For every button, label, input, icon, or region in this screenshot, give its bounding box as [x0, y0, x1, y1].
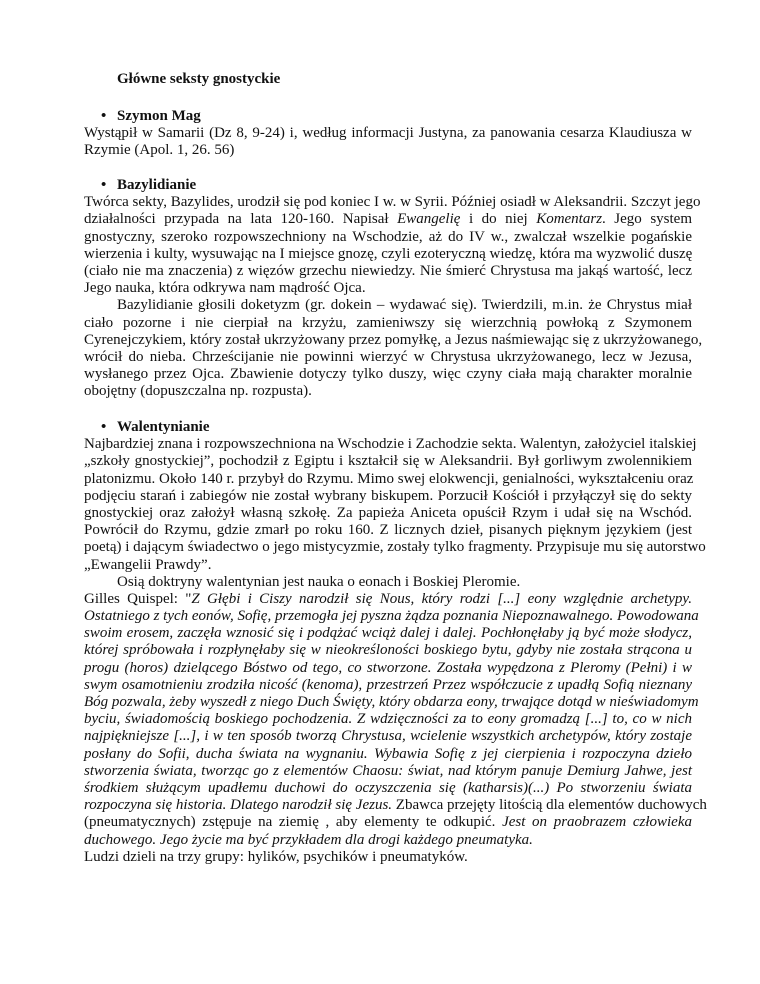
text-run: Ludzi dzieli na trzy grupy: hylików, psychików i pneumatyków.	[84, 848, 468, 865]
text-run: wierzenia i kulty, wysuwając na I miejsce gnozę, czyli ezoteryczną wiedzę, która ma wyzwolić duszę	[84, 245, 693, 262]
text-run: (ciało nie ma znaczenia) z więzów grzechu niewiedzy. Nie śmierć Chrystusa ma jakąś wartość, lecz	[84, 262, 692, 279]
italic-text: byciu, świadomością boskiego pochodzenia. Z wdzięczności za to eony gromadzą [...] to, co w nich	[84, 711, 692, 728]
text-run: gnostyckiej oraz założył własną szkołę. Za papieża Aniceta opuścił Rzym i udał się na Wschód.	[84, 504, 692, 521]
section-heading	[84, 177, 692, 194]
text-line	[84, 780, 692, 797]
text-line	[84, 660, 692, 677]
text-run: Rzymie (Apol. 1, 26. 56)	[84, 142, 235, 159]
text-run: . Jego system	[602, 211, 692, 228]
text-line	[84, 246, 692, 263]
italic-text: stworzenia świata, tworząc go z elementów Chaosu: świat, nad którym panuje Demiurg Jahwe, jest	[84, 762, 692, 779]
italic-text: Jest on praobrazem człowieka	[502, 814, 692, 831]
italic-text: swym osamotnieniu zrodziła nicość (kenoma), przestrzeń Przez współczucie z upadłą Sofią nieznany	[84, 676, 692, 693]
italic-text: Ostatniego z tych eonów, Sofię, przemogła jej pyszna żądza poznania Niepoznawalnego. Powodowana	[84, 608, 699, 625]
text-line	[84, 539, 706, 556]
bullet-icon: •	[101, 419, 107, 435]
text-line	[84, 436, 697, 453]
section-szymon-mag	[84, 108, 692, 160]
text-line	[84, 471, 692, 488]
text-line	[84, 125, 692, 142]
italic-text: swoim erosem, zaczęła wznosić się i podążać wciąż dalej i dalej. Pochłonęłaby ją być może słodycz,	[84, 625, 692, 642]
text-run: obojętny (dopuszczalna np. rozpusta).	[84, 383, 312, 400]
text-line	[84, 349, 692, 366]
section-heading	[84, 108, 692, 125]
text-run: Najbardziej znana i rozpowszechniona na Wschodzie i Zachodzie sekta. Walentyn, założyciel italskiej	[84, 436, 697, 453]
section-bazylidianie	[84, 177, 703, 400]
section-heading-text: Bazylidianie	[117, 177, 197, 193]
text-run: Osią doktryny walentynian jest nauka o eonach i Boskiej Pleromie.	[117, 573, 521, 590]
section-heading-text: Walentynianie	[117, 419, 210, 435]
text-line	[84, 608, 699, 625]
bullet-icon: •	[101, 177, 107, 193]
section-walentynianie	[84, 419, 707, 866]
text-line	[84, 625, 692, 642]
text-run: Zbawca przejęty litością dla elementów duchowych	[392, 797, 707, 814]
text-line	[84, 366, 692, 383]
text-line	[84, 453, 692, 470]
bullet-icon: •	[101, 108, 107, 124]
text-line	[84, 194, 701, 211]
document-title: Główne seksty gnostyckie	[117, 71, 281, 87]
text-line	[84, 591, 692, 608]
text-line	[84, 642, 692, 659]
text-run: działalności przypada na lata 120-160. Napisał	[84, 211, 398, 228]
italic-text: najpiękniejsze [...], i w ten sposób tworzą Chrystusa, wcielenie wszystkich archetypów, który zostaje	[84, 728, 692, 745]
italic-text: środkiem służącym upadłemu duchowi do oczyszczenia się (katharsis)(...) Po stworzeniu świata	[84, 779, 692, 796]
italic-text: duchowego. Jego życie ma być przykładem dla drogi każdego pneumatyka.	[84, 831, 533, 848]
text-line	[84, 797, 707, 814]
italic-text: rozpoczyna się historia. Dlatego narodził się Jezus.	[84, 797, 393, 814]
text-line	[84, 832, 692, 849]
italic-text: Komentarz	[536, 211, 603, 228]
text-line	[84, 211, 692, 228]
text-run: „Ewangelii Prawdy”.	[84, 556, 212, 573]
text-line	[84, 383, 692, 400]
text-line	[84, 488, 692, 505]
italic-text: której spróbowała i rozpłynęłaby się w nieokreśloności boskiego bytu, gdyby nie została strącona u	[84, 642, 692, 659]
text-line	[84, 711, 692, 728]
text-line	[84, 229, 692, 246]
text-run: i do niej	[460, 211, 537, 228]
italic-text: progu (horos) dzielącego Bóstwo od tego, co stworzone. Została wypędzona z Pleromy (Pełni) i w	[84, 659, 692, 676]
text-run: Bazylidianie głosili doketyzm (gr. dokein – wydawać się). Twierdzili, m.in. że Chrystus miał	[117, 297, 692, 314]
text-run: Gilles Quispel: "	[84, 590, 192, 607]
italic-text: Bóg pozwala, żeby wyszedł z niego Duch Święty, który obdarza eony, trwające dotąd w nieświadomym	[84, 694, 699, 710]
text-line	[84, 763, 692, 780]
text-line	[84, 522, 692, 539]
text-run: „szkoły gnostyckiej”, pochodził z Egiptu i kształcił się w Aleksandrii. Był gorliwym zwolennikiem	[84, 453, 692, 470]
text-line	[84, 728, 692, 745]
text-run: gnostyczny, szeroko rozpowszechniony na Wschodzie, aż do IV w., zwalczał wszelkie pogańskie	[84, 228, 692, 245]
text-run: Cyrenejczykiem, który został ukrzyżowany przez pomyłkę, a Jezus naśmiewając się z ukrzyżowanego,	[84, 331, 703, 348]
italic-text: posłany do Sofii, ducha świata na wygnaniu. Wybawia Sofię z jej cierpienia i rozpoczyna dzieło	[84, 745, 692, 762]
text-line	[84, 315, 692, 332]
text-line	[84, 557, 692, 574]
text-run: wrócił do nieba. Chrześcijanie nie powinni wierzyć w Chrystusa ukrzyżowanego, lecz w Jezusa,	[84, 348, 692, 365]
text-line	[84, 297, 692, 314]
text-run: wysłanego przez Ojca. Zbawienie dotyczy tylko duszy, więc czyny ciała mają charakter moralnie	[84, 366, 692, 383]
text-run: Wystąpił w Samarii (Dz 8, 9-24) i, według informacji Justyna, za panowania cesarza Klaudiusza w	[84, 125, 692, 142]
text-line	[84, 331, 703, 349]
text-run: podjęciu starań i zabiegów nie został wybrany biskupem. Porzucił Kościół i przyłączył się do sekty	[84, 487, 692, 504]
text-run: poetą) i dającym świadectwo o jego mistycyzmie, zostały tylko fragmenty. Przypisuje mu się autorstwo	[84, 539, 706, 556]
text-run: Jego nauka, która odkrywa nam mądrość Ojca.	[84, 280, 366, 297]
italic-text: Ewangelię	[397, 211, 461, 228]
text-run: (pneumatycznych) zstępuje na ziemię , aby elementy te odkupić.	[84, 814, 503, 831]
text-line	[84, 142, 692, 159]
text-line	[84, 677, 692, 694]
text-line	[84, 280, 692, 297]
italic-text: Z Głębi i Ciszy narodził się Nous, który rodzi [...] eony względnie archetypy.	[191, 590, 692, 607]
text-line	[84, 263, 692, 280]
section-heading-text: Szymon Mag	[117, 108, 201, 124]
text-line	[84, 694, 699, 711]
text-line	[84, 574, 692, 591]
text-run: platonizmu. Około 140 r. przybył do Rzymu. Mimo swej elokwencji, genialności, wykształceniu oraz	[84, 470, 694, 487]
text-line	[84, 746, 692, 763]
text-run: Twórca sekty, Bazylides, urodził się pod koniec I w. w Syrii. Później osiadł w Aleksandrii. Szczyt jego	[84, 194, 701, 211]
text-line	[84, 505, 692, 522]
text-line	[84, 849, 692, 866]
section-heading	[84, 419, 692, 436]
text-run: Powrócił do Rzymu, gdzie zmarł po roku 160. Z licznych dzieł, pisanych pięknym językiem (jest	[84, 522, 692, 539]
text-line	[84, 814, 692, 831]
text-run: ciało pozorne i nie cierpiał na krzyżu, zamieniwszy się wierzchnią powłoką z Szymonem	[84, 314, 692, 331]
